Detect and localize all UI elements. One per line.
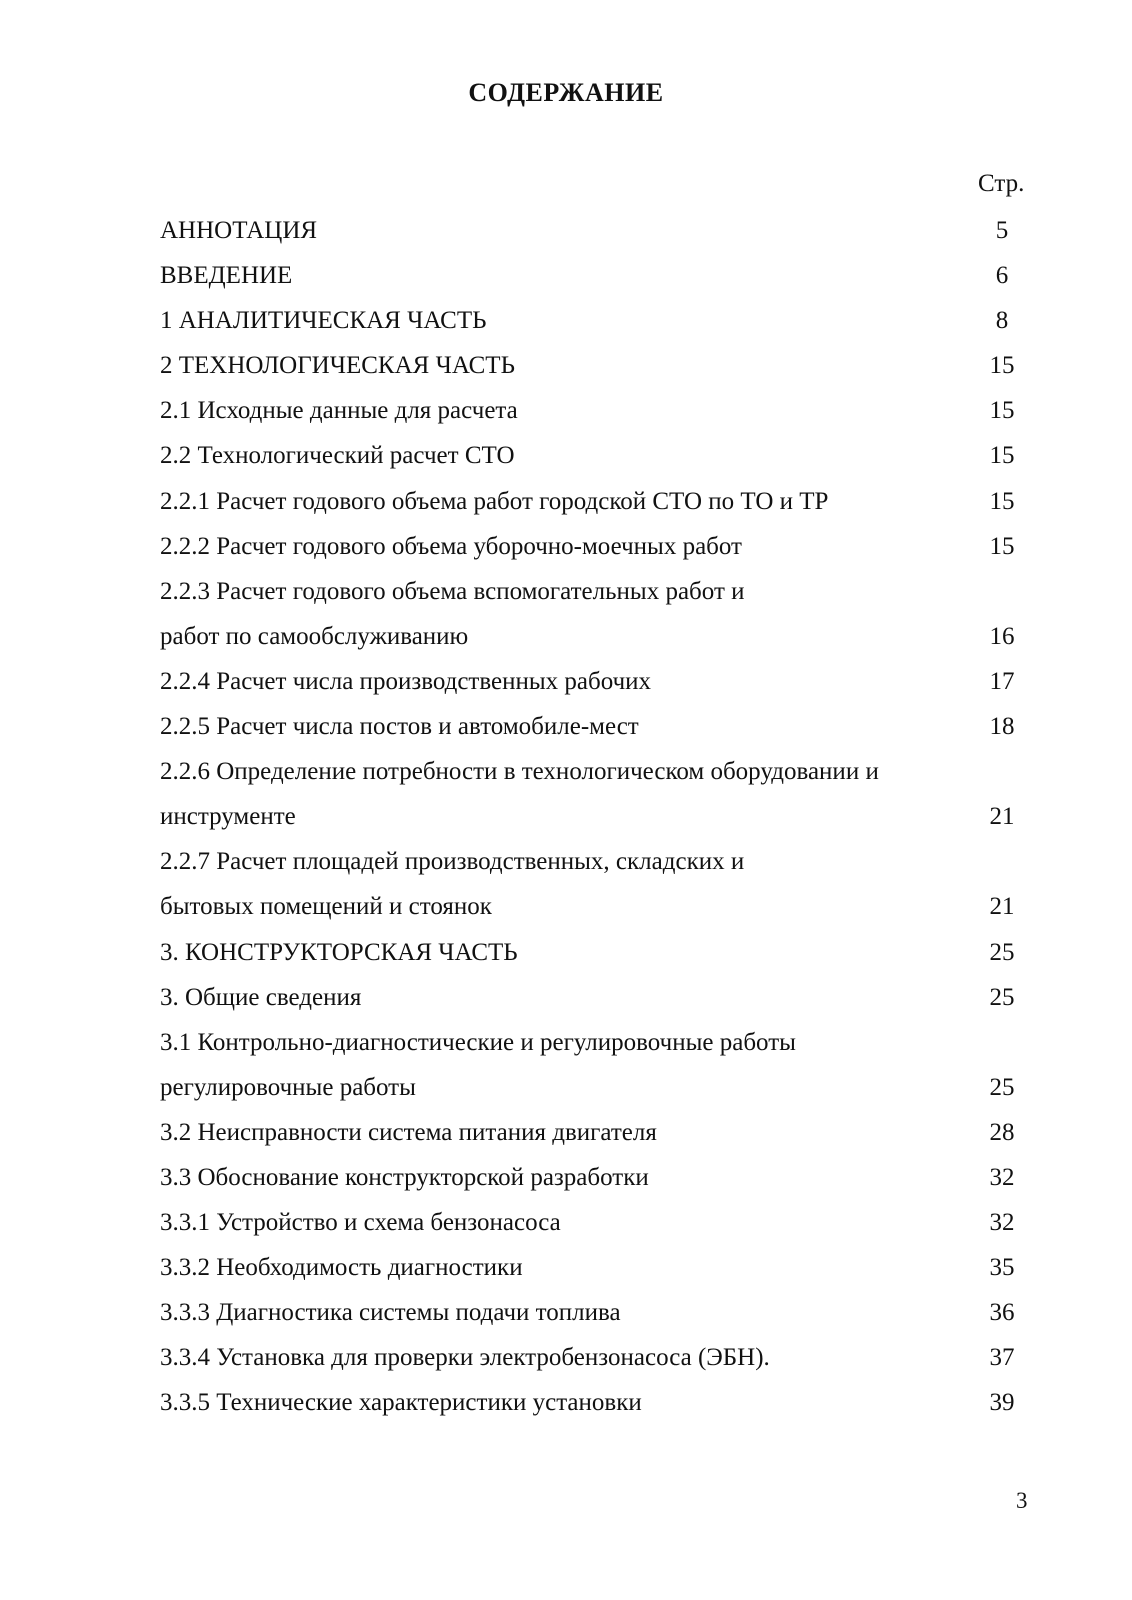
toc-entry-title: 2.2.2 Расчет годового объема уборочно-моечных работ xyxy=(160,532,742,560)
toc-entry-page: 25 xyxy=(989,1073,1015,1101)
toc-entry xyxy=(160,884,1030,929)
toc-entry xyxy=(160,569,1030,614)
toc-entry xyxy=(160,1110,1030,1155)
toc-entry xyxy=(160,614,1030,659)
toc-entry-page: 36 xyxy=(989,1299,1015,1327)
toc-entry-title: 3.1 Контрольно-диагностические и регулировочные работы xyxy=(160,1028,796,1056)
toc-entry-title: 3.3.1 Устройство и схема бензонасоса xyxy=(160,1209,561,1237)
toc-entry-page: 39 xyxy=(989,1389,1015,1417)
toc-entry xyxy=(160,388,1030,433)
table-of-contents xyxy=(160,208,1030,1426)
toc-entry-title: регулировочные работы xyxy=(160,1073,416,1101)
toc-entry xyxy=(160,433,1030,478)
toc-entry-page: 8 xyxy=(995,307,1009,335)
toc-entry-title: 3.3.4 Установка для проверки электробензонасоса (ЭБН). xyxy=(160,1344,770,1372)
toc-entry xyxy=(160,1200,1030,1245)
toc-entry-title: 2.2.6 Определение потребности в технологическом оборудовании и xyxy=(160,758,879,786)
toc-entry xyxy=(160,839,1030,884)
toc-entry-title: 3. КОНСТРУКТОРСКАЯ ЧАСТЬ xyxy=(160,938,518,966)
toc-entry-title: работ по самообслуживанию xyxy=(160,622,469,650)
toc-entry xyxy=(160,479,1030,524)
toc-entry xyxy=(160,1335,1030,1380)
toc-entry-page: 15 xyxy=(989,352,1015,380)
toc-entry-title: 2.1 Исходные данные для расчета xyxy=(160,397,518,425)
toc-entry-title: 3.3.2 Необходимость диагностики xyxy=(160,1254,523,1282)
toc-entry-title: 2.2.4 Расчет числа производственных рабочих xyxy=(160,667,652,695)
page-title: СОДЕРЖАНИЕ xyxy=(468,78,664,107)
toc-entry-title: ВВЕДЕНИЕ xyxy=(160,262,293,290)
toc-entry-title: 2.2.7 Расчет площадей производственных, складских и xyxy=(160,848,745,876)
toc-entry xyxy=(160,1245,1030,1290)
toc-entry-page: 5 xyxy=(995,217,1009,244)
toc-entry-title: 2.2.5 Расчет числа постов и автомобиле-мест xyxy=(160,713,639,741)
toc-entry xyxy=(160,749,1030,794)
toc-entry-page: 15 xyxy=(989,442,1015,470)
toc-entry-page: 21 xyxy=(989,803,1015,831)
toc-entry-page: 32 xyxy=(989,1163,1015,1191)
toc-entry xyxy=(160,253,1030,298)
toc-entry-title: 3.2 Неисправности система питания двигателя xyxy=(160,1118,657,1146)
toc-entry-page: 6 xyxy=(995,262,1009,290)
toc-entry-title: 3.3.3 Диагностика системы подачи топлива xyxy=(160,1299,621,1327)
toc-entry xyxy=(160,298,1030,343)
toc-entry xyxy=(160,1065,1030,1110)
toc-entry-page: 18 xyxy=(989,713,1015,741)
toc-entry-page: 15 xyxy=(989,487,1015,515)
toc-entry xyxy=(160,343,1030,388)
toc-entry-page: 16 xyxy=(989,622,1015,650)
toc-entry-title: 3.3.5 Технические характеристики установки xyxy=(160,1389,642,1417)
toc-entry-title: АННОТАЦИЯ xyxy=(160,217,318,244)
toc-entry xyxy=(160,704,1030,749)
toc-entry xyxy=(160,794,1030,839)
toc-entry xyxy=(160,1020,1030,1065)
toc-entry-page: 15 xyxy=(989,397,1015,425)
toc-entry-title: 3. Общие сведения xyxy=(160,983,362,1011)
toc-entry xyxy=(160,659,1030,704)
toc-entry xyxy=(160,975,1030,1020)
toc-entry-page: 32 xyxy=(989,1209,1015,1237)
toc-entry xyxy=(160,1380,1030,1425)
footer-page-number: 3 xyxy=(1016,1488,1028,1513)
toc-entry-page: 37 xyxy=(989,1344,1015,1372)
toc-entry-page: 28 xyxy=(989,1118,1015,1146)
toc-entry-title: 2.2 Технологический расчет СТО xyxy=(160,442,515,470)
toc-entry-page: 15 xyxy=(989,532,1015,560)
toc-entry xyxy=(160,930,1030,975)
toc-entry-page: 21 xyxy=(989,893,1015,921)
toc-entry xyxy=(160,208,1030,253)
toc-entry-page: 17 xyxy=(989,667,1015,695)
toc-entry xyxy=(160,1290,1030,1335)
toc-entry-page: 25 xyxy=(989,983,1015,1011)
toc-entry-title: 2.2.3 Расчет годового объема вспомогательных работ и xyxy=(160,577,745,605)
toc-entry-title: 1 АНАЛИТИЧЕСКАЯ ЧАСТЬ xyxy=(160,307,487,335)
toc-entry-title: 2.2.1 Расчет годового объема работ городской СТО по ТО и ТР xyxy=(160,487,829,515)
toc-entry-title: инструменте xyxy=(160,803,296,831)
toc-entry-title: бытовых помещений и стоянок xyxy=(160,893,492,921)
toc-entry-title: 2 ТЕХНОЛОГИЧЕСКАЯ ЧАСТЬ xyxy=(160,352,515,380)
toc-entry-page: 35 xyxy=(989,1254,1015,1282)
toc-entry xyxy=(160,1155,1030,1200)
page-column-header: Стр. xyxy=(978,170,1025,197)
toc-entry-title: 3.3 Обоснование конструкторской разработки xyxy=(160,1163,649,1191)
toc-entry xyxy=(160,524,1030,569)
toc-entry-page: 25 xyxy=(989,938,1015,966)
